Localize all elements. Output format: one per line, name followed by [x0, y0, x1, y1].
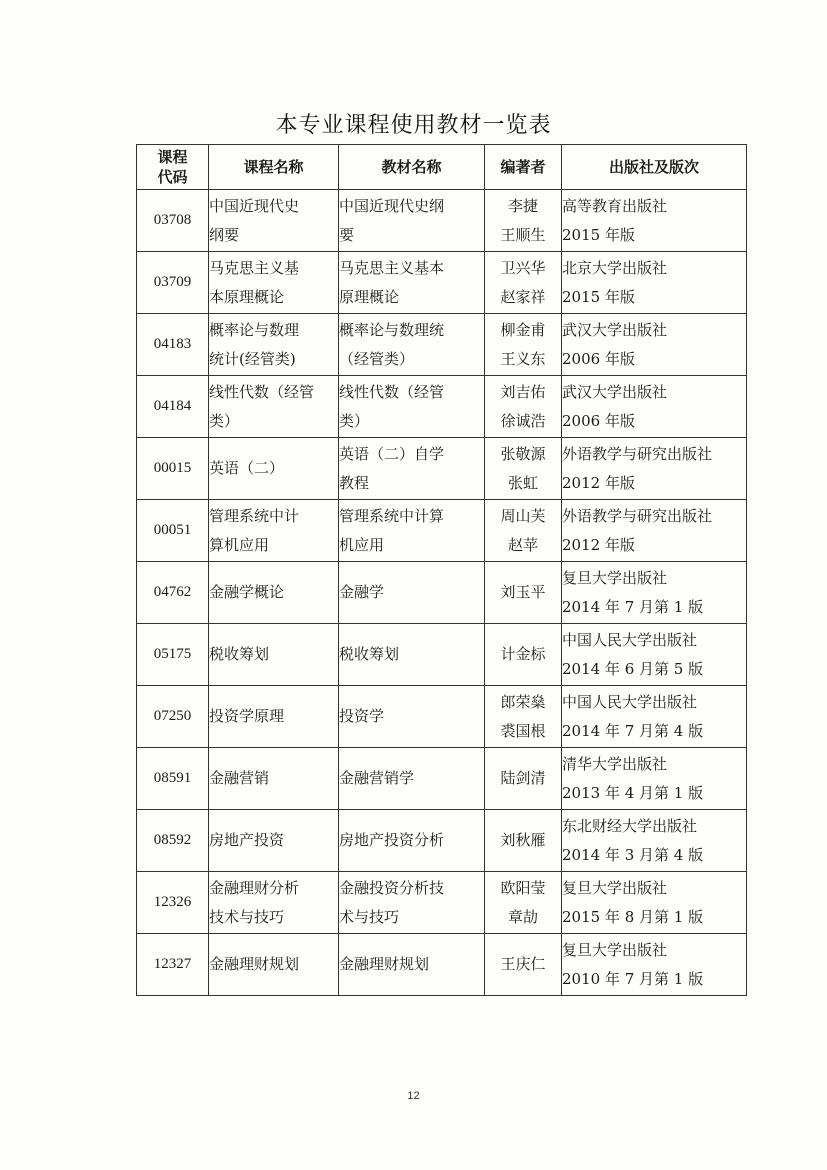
course-name-cell-line: 房地产投资: [209, 831, 285, 849]
textbook-name-cell-line: 金融投资分析技: [339, 878, 445, 897]
course-name-cell: [209, 810, 339, 872]
publisher-cell-line: 2012 年版: [562, 473, 635, 492]
textbook-name-cell-line: 教程: [339, 473, 370, 492]
course-name-cell: [209, 314, 339, 376]
course-code-cell: 04762: [137, 562, 209, 624]
textbook-name-cell-line: 税收筹划: [339, 645, 400, 663]
table-row: [137, 810, 747, 872]
page-title: 本专业课程使用教材一览表: [275, 113, 552, 138]
author-cell: [485, 624, 562, 686]
author-cell: [485, 190, 562, 252]
author-cell-line: 赵苹: [507, 535, 538, 554]
author-cell: [485, 748, 562, 810]
table-row: [137, 562, 747, 624]
author-cell-line: 裘国根: [500, 721, 546, 740]
table-row: [137, 438, 747, 500]
author-cell-line: 柳金甫: [500, 320, 546, 339]
textbook-name-cell-line: 机应用: [339, 535, 385, 554]
header-textbook-name: 教材名称: [339, 145, 485, 190]
page-number: 12: [407, 1090, 420, 1102]
author-cell: [485, 376, 562, 438]
course-name-cell: [209, 562, 339, 624]
textbook-name-cell: [339, 934, 485, 996]
textbook-name-cell: [339, 190, 485, 252]
publisher-cell-line: 中国人民大学出版社: [562, 630, 698, 649]
course-name-cell-line: 类）: [209, 411, 240, 430]
textbook-name-cell: [339, 624, 485, 686]
publisher-cell: [562, 438, 747, 500]
textbook-name-cell-line: 管理系统中计算: [339, 506, 445, 525]
textbook-name-cell: [339, 438, 485, 500]
author-cell: [485, 810, 562, 872]
author-cell-line: 王顺生: [500, 225, 546, 244]
author-cell: [485, 562, 562, 624]
publisher-cell-line: 2015 年 8 月第 1 版: [562, 907, 704, 926]
course-name-cell: [209, 748, 339, 810]
author-cell-line: 周山芙: [500, 506, 546, 525]
publisher-cell-line: 武汉大学出版社: [562, 320, 668, 339]
publisher-cell: [562, 252, 747, 314]
course-name-cell-line: 中国近现代史: [209, 196, 300, 215]
table-row: [137, 872, 747, 934]
course-name-cell-line: 金融学概论: [209, 583, 285, 601]
course-name-cell-line: 马克思主义基: [209, 258, 300, 277]
author-cell-line: 计金标: [500, 645, 546, 663]
course-code-cell: 03708: [137, 190, 209, 252]
table-row: [137, 624, 747, 686]
course-name-cell-line: 算机应用: [209, 535, 270, 554]
textbook-name-cell: [339, 500, 485, 562]
textbook-name-cell: [339, 376, 485, 438]
course-code-cell: 07250: [137, 686, 209, 748]
course-name-cell-line: 线性代数（经管: [209, 382, 315, 401]
publisher-cell-line: 2014 年 6 月第 5 版: [562, 659, 704, 678]
publisher-cell-line: 中国人民大学出版社: [562, 692, 698, 711]
publisher-cell-line: 高等教育出版社: [562, 196, 668, 215]
publisher-cell: [562, 376, 747, 438]
course-name-cell: [209, 376, 339, 438]
publisher-cell: [562, 934, 747, 996]
textbook-name-cell-line: 英语（二）自学: [339, 444, 445, 463]
header-publisher-edition: 出版社及版次: [562, 145, 747, 190]
publisher-cell: [562, 500, 747, 562]
course-name-cell-line: 金融营销: [209, 769, 270, 787]
course-name-cell-line: 纲要: [209, 225, 240, 244]
publisher-cell-line: 2010 年 7 月第 1 版: [562, 969, 704, 988]
author-cell-line: 张虹: [507, 473, 538, 492]
course-name-cell-line: 技术与技巧: [209, 907, 285, 926]
author-cell: [485, 934, 562, 996]
publisher-cell-line: 东北财经大学出版社: [562, 816, 698, 835]
publisher-cell-line: 2014 年 3 月第 4 版: [562, 845, 704, 864]
textbook-name-cell: [339, 686, 485, 748]
author-cell-line: 张敬源: [500, 444, 546, 463]
table-row: [137, 934, 747, 996]
textbook-name-cell-line: 房地产投资分析: [339, 831, 445, 849]
author-cell-line: 陆剑清: [500, 769, 546, 787]
textbook-name-cell: [339, 562, 485, 624]
textbook-name-cell: [339, 748, 485, 810]
textbook-name-cell-line: 马克思主义基本: [339, 258, 445, 277]
author-cell: [485, 500, 562, 562]
publisher-cell-line: 复旦大学出版社: [562, 878, 668, 897]
textbook-name-cell: [339, 872, 485, 934]
publisher-cell: [562, 314, 747, 376]
textbook-name-cell-line: 金融理财规划: [339, 955, 430, 973]
course-name-cell-line: 投资学原理: [209, 707, 285, 725]
textbook-name-cell-line: 中国近现代史纲: [339, 196, 445, 215]
author-cell-line: 赵家祥: [500, 287, 546, 306]
author-cell-line: 章劼: [507, 907, 538, 926]
textbook-name-cell-line: 术与技巧: [339, 907, 400, 926]
course-name-cell: [209, 252, 339, 314]
textbook-name-cell: [339, 252, 485, 314]
course-name-cell: [209, 624, 339, 686]
textbook-name-cell-line: 线性代数（经管: [339, 382, 445, 401]
course-code-cell: 04184: [137, 376, 209, 438]
publisher-cell-line: 2014 年 7 月第 1 版: [562, 597, 704, 616]
textbook-name-cell: [339, 810, 485, 872]
course-code-cell: 05175: [137, 624, 209, 686]
author-cell-line: 徐诚浩: [500, 411, 546, 430]
publisher-cell-line: 2014 年 7 月第 4 版: [562, 721, 704, 740]
course-code-cell: 12327: [137, 934, 209, 996]
table-row: [137, 314, 747, 376]
publisher-cell-line: 清华大学出版社: [562, 754, 668, 773]
publisher-cell-line: 2006 年版: [562, 411, 635, 430]
publisher-cell-line: 2006 年版: [562, 349, 635, 368]
course-code-cell: 08592: [137, 810, 209, 872]
table-row: [137, 500, 747, 562]
author-cell-line: 刘玉平: [500, 583, 546, 601]
publisher-cell-line: 外语教学与研究出版社: [562, 506, 713, 525]
course-name-cell: [209, 438, 339, 500]
course-name-cell: [209, 686, 339, 748]
publisher-cell: [562, 748, 747, 810]
textbook-name-cell-line: 原理概论: [339, 287, 400, 306]
publisher-cell-line: 北京大学出版社: [562, 258, 668, 277]
publisher-cell-line: 2015 年版: [562, 287, 635, 306]
course-name-cell-line: 概率论与数理: [209, 320, 300, 339]
textbook-name-cell-line: 概率论与数理统: [339, 320, 445, 339]
publisher-cell: [562, 624, 747, 686]
publisher-cell: [562, 190, 747, 252]
table-row: [137, 686, 747, 748]
course-name-cell-line: 英语（二）: [209, 459, 285, 477]
course-code-cell: 00015: [137, 438, 209, 500]
author-cell-line: 王义东: [500, 349, 546, 368]
publisher-cell: [562, 810, 747, 872]
course-name-cell-line: 金融理财规划: [209, 955, 300, 973]
publisher-cell: [562, 872, 747, 934]
course-name-cell: [209, 190, 339, 252]
course-name-cell-line: 税收筹划: [209, 645, 270, 663]
course-code-cell: 00051: [137, 500, 209, 562]
author-cell-line: 刘秋雁: [500, 831, 546, 849]
publisher-cell-line: 外语教学与研究出版社: [562, 444, 713, 463]
course-name-cell: [209, 500, 339, 562]
course-code-cell: 12326: [137, 872, 209, 934]
author-cell: [485, 252, 562, 314]
course-name-cell-line: 金融理财分析: [209, 878, 300, 897]
table-header-row: [137, 145, 747, 190]
course-code-cell: 03709: [137, 252, 209, 314]
table-row: [137, 190, 747, 252]
textbook-name-cell-line: 投资学: [339, 707, 385, 725]
publisher-cell-line: 2015 年版: [562, 225, 635, 244]
author-cell-line: 郎荣燊: [500, 692, 546, 711]
publisher-cell-line: 武汉大学出版社: [562, 382, 668, 401]
table-row: [137, 376, 747, 438]
author-cell-line: 王庆仁: [500, 955, 546, 973]
table-row: [137, 252, 747, 314]
publisher-cell-line: 复旦大学出版社: [562, 568, 668, 587]
publisher-cell: [562, 686, 747, 748]
author-cell: [485, 438, 562, 500]
publisher-cell-line: 2013 年 4 月第 1 版: [562, 783, 704, 802]
textbook-name-cell-line: 要: [339, 225, 355, 244]
course-name-cell-line: 管理系统中计: [209, 506, 300, 525]
publisher-cell-line: 复旦大学出版社: [562, 940, 668, 959]
textbook-name-cell-line: （经管类）: [339, 349, 415, 368]
textbook-name-cell-line: 类）: [339, 411, 370, 430]
course-code-cell: 04183: [137, 314, 209, 376]
author-cell: [485, 872, 562, 934]
textbook-name-cell-line: 金融营销学: [339, 769, 415, 787]
author-cell-line: 李捷: [507, 196, 538, 215]
course-name-cell-line: 统计(经管类): [209, 349, 296, 368]
header-course-code: 课程 代码: [137, 145, 209, 190]
course-name-cell-line: 本原理概论: [209, 287, 285, 306]
course-name-cell: [209, 934, 339, 996]
table-row: [137, 748, 747, 810]
textbook-table: [136, 144, 747, 996]
author-cell-line: 刘吉佑: [500, 382, 546, 401]
textbook-name-cell-line: 金融学: [339, 583, 385, 601]
header-author: 编著者: [485, 145, 562, 190]
publisher-cell-line: 2012 年版: [562, 535, 635, 554]
publisher-cell: [562, 562, 747, 624]
course-name-cell: [209, 872, 339, 934]
textbook-name-cell: [339, 314, 485, 376]
author-cell-line: 欧阳莹: [500, 878, 546, 897]
author-cell: [485, 314, 562, 376]
author-cell-line: 卫兴华: [500, 258, 546, 277]
author-cell: [485, 686, 562, 748]
header-course-name: 课程名称: [209, 145, 339, 190]
course-code-cell: 08591: [137, 748, 209, 810]
